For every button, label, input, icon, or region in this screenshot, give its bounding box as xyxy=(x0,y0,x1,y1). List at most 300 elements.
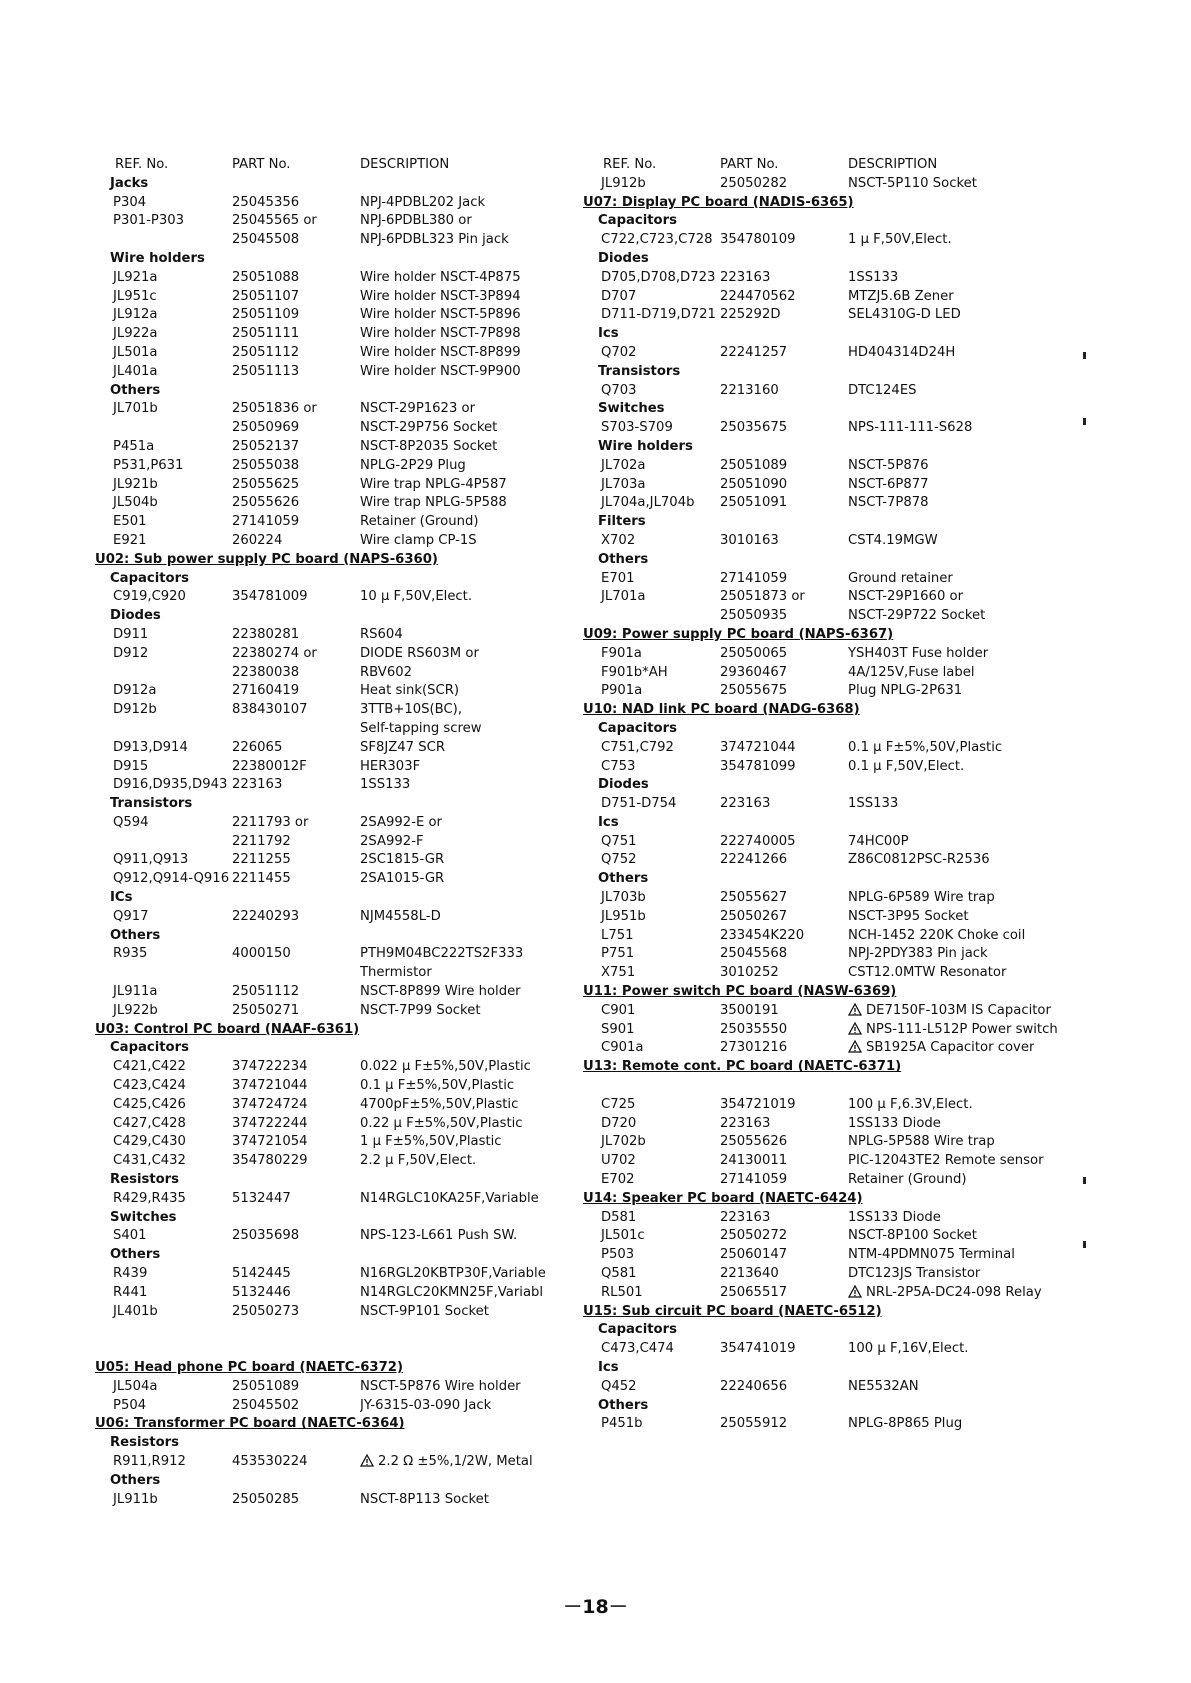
description: 1 μ F,50V,Elect. xyxy=(848,232,952,248)
ref-no: JL703b xyxy=(601,890,646,906)
ref-no: C431,C432 xyxy=(113,1153,186,1169)
description: Wire trap NPLG-5P588 xyxy=(360,495,507,511)
part-no: 25045502 xyxy=(232,1397,300,1413)
group-heading: Capacitors xyxy=(110,1040,189,1056)
part-row xyxy=(583,1246,1103,1265)
part-no xyxy=(232,964,360,983)
ref-no: P301-P303 xyxy=(113,213,185,229)
description: RS604 xyxy=(360,626,403,642)
description: Heat sink(SCR) xyxy=(360,683,460,699)
part-no: 25035550 xyxy=(720,1021,788,1037)
description: 0.1 μ F,50V,Elect. xyxy=(848,758,965,774)
part-row xyxy=(95,1002,575,1021)
part-row xyxy=(95,851,575,870)
description: N14RGLC20KMN25F,Variabl xyxy=(360,1284,544,1300)
part-no-header: PART No. xyxy=(232,157,291,172)
part-row xyxy=(583,175,1103,194)
part-no: 25050935 xyxy=(720,608,788,624)
description: Retainer (Ground) xyxy=(360,514,479,530)
ref-no xyxy=(95,964,232,983)
ref-no-header: REF. No. xyxy=(115,157,169,172)
part-row xyxy=(95,1133,575,1152)
part-no: 354780109 xyxy=(720,232,796,248)
description: NSCT-7P99 Socket xyxy=(360,1002,481,1018)
part-row xyxy=(95,664,575,683)
part-no: 4000150 xyxy=(232,946,291,962)
description xyxy=(848,1284,1103,1303)
part-row xyxy=(583,889,1103,908)
description-header: DESCRIPTION xyxy=(848,157,938,172)
board-section-heading: U09: Power supply PC board (NAPS-6367) xyxy=(583,626,894,642)
description: N16RGL20KBTP30F,Variable xyxy=(360,1266,546,1282)
part-row xyxy=(583,1378,1103,1397)
ref-no: C725 xyxy=(601,1096,636,1112)
description: 2SC1815-GR xyxy=(360,852,445,868)
group-heading: Capacitors xyxy=(598,213,677,229)
description: NTM-4PDMN075 Terminal xyxy=(848,1247,1015,1263)
description: 1SS133 Diode xyxy=(848,1209,941,1225)
description: HER303F xyxy=(360,758,421,774)
part-row xyxy=(583,1227,1103,1246)
description: 4A/125V,Fuse label xyxy=(848,664,975,680)
ref-no: JL703a xyxy=(601,476,646,492)
part-row xyxy=(583,1152,1103,1171)
part-row xyxy=(583,927,1103,946)
board-section-heading: U10: NAD link PC board (NADG-6368) xyxy=(583,702,860,718)
part-row xyxy=(95,400,575,419)
part-row xyxy=(583,833,1103,852)
part-no: 224470562 xyxy=(720,288,796,304)
part-row xyxy=(95,701,575,720)
ref-no: D705,D708,D723 xyxy=(601,269,716,285)
description: DTC124ES xyxy=(848,382,917,398)
group-heading: Transistors xyxy=(110,796,193,812)
description: Wire holder NSCT-4P875 xyxy=(360,269,521,285)
ref-no xyxy=(583,607,720,626)
part-row xyxy=(95,438,575,457)
group-heading: Capacitors xyxy=(110,570,189,586)
ref-no: C429,C430 xyxy=(113,1134,186,1150)
ref-no: C901a xyxy=(601,1040,644,1056)
part-row xyxy=(95,1378,575,1397)
part-row xyxy=(583,945,1103,964)
ref-no: D916,D935,D943 xyxy=(113,777,228,793)
group-heading: Others xyxy=(598,551,649,567)
description-text: DE7150F-103M IS Capacitor xyxy=(866,1002,1051,1018)
ref-no: D915 xyxy=(113,758,149,774)
ref-no: Q594 xyxy=(113,814,149,830)
part-no: 2211792 xyxy=(232,833,291,849)
part-row xyxy=(583,532,1103,551)
part-no: 2211255 xyxy=(232,852,291,868)
part-no: 374721044 xyxy=(232,1078,308,1094)
description xyxy=(848,1002,1103,1021)
description: DIODE RS603M or xyxy=(360,645,479,661)
part-no: 222740005 xyxy=(720,833,796,849)
description-text: NRL-2P5A-DC24-098 Relay xyxy=(866,1284,1042,1300)
description: 2SA1015-GR xyxy=(360,871,445,887)
part-no: 25051089 xyxy=(232,1378,300,1394)
description: NSCT-29P1623 or xyxy=(360,401,476,417)
part-row xyxy=(583,1002,1103,1021)
description: NSCT-8P2035 Socket xyxy=(360,438,498,454)
part-no: 2213640 xyxy=(720,1266,779,1282)
part-no: 25045508 xyxy=(232,232,300,248)
description: NPLG-2P29 Plug xyxy=(360,457,466,473)
part-row xyxy=(95,833,575,852)
part-row xyxy=(583,231,1103,250)
ref-no: C425,C426 xyxy=(113,1096,186,1112)
ref-no: E921 xyxy=(113,532,147,548)
ref-no: D912b xyxy=(113,702,157,718)
part-row xyxy=(95,494,575,513)
ref-no xyxy=(95,231,232,250)
part-no: 25050272 xyxy=(720,1228,788,1244)
board-section-heading: U07: Display PC board (NADIS-6365) xyxy=(583,194,854,210)
ref-no: JL701a xyxy=(601,589,646,605)
ref-no: JL504b xyxy=(113,495,158,511)
description: 10 μ F,50V,Elect. xyxy=(360,589,473,605)
part-row xyxy=(583,1171,1103,1190)
description: NSCT-5P876 Wire holder xyxy=(360,1378,521,1394)
description: Self-tapping screw xyxy=(360,720,482,736)
part-row xyxy=(583,758,1103,777)
description: NSCT-5P876 xyxy=(848,457,929,473)
description: Wire holder NSCT-9P900 xyxy=(360,363,521,379)
description: 0.022 μ F±5%,50V,Plastic xyxy=(360,1059,531,1075)
part-no: 223163 xyxy=(720,1115,771,1131)
part-no: 223163 xyxy=(232,777,283,793)
description: RBV602 xyxy=(360,664,412,680)
description: NPLG-6P589 Wire trap xyxy=(848,890,995,906)
part-no: 226065 xyxy=(232,739,283,755)
part-no: 2213160 xyxy=(720,382,779,398)
part-row xyxy=(583,1096,1103,1115)
description: 1 μ F±5%,50V,Plastic xyxy=(360,1134,502,1150)
description: PIC-12043TE2 Remote sensor xyxy=(848,1153,1044,1169)
part-no-header: PART No. xyxy=(720,157,779,172)
ref-no xyxy=(95,419,232,438)
part-no: 25045565 or xyxy=(232,213,317,229)
part-no: 25055038 xyxy=(232,457,300,473)
ref-no: R935 xyxy=(113,946,148,962)
description: NCH-1452 220K Choke coil xyxy=(848,927,1026,943)
ref-no: JL501c xyxy=(601,1228,645,1244)
part-no: 22380274 or xyxy=(232,645,317,661)
ref-no: R441 xyxy=(113,1284,148,1300)
part-row xyxy=(583,419,1103,438)
description: DTC123JS Transistor xyxy=(848,1266,981,1282)
ref-no: JL912b xyxy=(601,175,646,191)
description: NPJ-4PDBL202 Jack xyxy=(360,194,486,210)
safety-warning-icon xyxy=(360,1453,378,1472)
part-no: 374721044 xyxy=(720,739,796,755)
part-no: 354781099 xyxy=(720,758,796,774)
ref-no: Q751 xyxy=(601,833,637,849)
part-no: 25051836 or xyxy=(232,401,317,417)
part-no: 25051112 xyxy=(232,984,300,1000)
part-row xyxy=(583,1340,1103,1359)
part-no: 27301216 xyxy=(720,1040,788,1056)
part-no: 27141059 xyxy=(232,514,300,530)
ref-no: D912 xyxy=(113,645,149,661)
part-row xyxy=(583,570,1103,589)
part-row xyxy=(95,325,575,344)
part-no: 374721054 xyxy=(232,1134,308,1150)
description-header: DESCRIPTION xyxy=(360,157,450,172)
ref-no: Q581 xyxy=(601,1266,637,1282)
description: Thermistor xyxy=(360,965,432,981)
description: 0.1 μ F±5%,50V,Plastic xyxy=(360,1078,515,1094)
part-no: 354721019 xyxy=(720,1096,796,1112)
part-row xyxy=(583,1209,1103,1228)
part-row xyxy=(583,851,1103,870)
ref-no: C919,C920 xyxy=(113,589,186,605)
ref-no: D913,D914 xyxy=(113,739,188,755)
part-row xyxy=(95,363,575,382)
part-no: 25055675 xyxy=(720,683,788,699)
part-no: 3010252 xyxy=(720,965,779,981)
scan-mark xyxy=(1083,1177,1086,1184)
part-row xyxy=(95,720,575,739)
part-no: 22241257 xyxy=(720,344,788,360)
description: NSCT-8P113 Socket xyxy=(360,1491,489,1507)
description xyxy=(848,1039,1103,1058)
part-no: 25050285 xyxy=(232,1491,300,1507)
group-heading: Others xyxy=(110,927,161,943)
part-row xyxy=(583,288,1103,307)
description: NSCT-8P899 Wire holder xyxy=(360,984,521,1000)
ref-no: JL911a xyxy=(113,984,158,1000)
description-text: NPS-111-L512P Power switch xyxy=(866,1021,1058,1037)
part-row xyxy=(95,1077,575,1096)
part-no: 260224 xyxy=(232,532,283,548)
ref-no: C753 xyxy=(601,758,636,774)
description: NPS-123-L661 Push SW. xyxy=(360,1228,518,1244)
board-section-heading: U03: Control PC board (NAAF-6361) xyxy=(95,1021,360,1037)
part-no: 25050282 xyxy=(720,175,788,191)
part-no: 27160419 xyxy=(232,683,300,699)
part-row xyxy=(95,1491,575,1510)
ref-no: D911 xyxy=(113,626,149,642)
ref-no: JL702b xyxy=(601,1134,646,1150)
group-heading: Resistors xyxy=(110,1435,180,1451)
description: YSH403T Fuse holder xyxy=(848,645,989,661)
part-row xyxy=(95,1303,575,1322)
ref-no: C473,C474 xyxy=(601,1341,674,1357)
part-row xyxy=(95,758,575,777)
ref-no: R429,R435 xyxy=(113,1190,186,1206)
ref-no: P504 xyxy=(113,1397,147,1413)
group-heading: Ics xyxy=(598,326,619,342)
description: 1SS133 xyxy=(360,777,411,793)
ref-no: D912a xyxy=(113,683,157,699)
description: NPJ-2PDY383 Pin jack xyxy=(848,946,988,962)
description: 2SA992-E or xyxy=(360,814,442,830)
part-row xyxy=(95,212,575,231)
part-row xyxy=(583,457,1103,476)
ref-no: JL401a xyxy=(113,363,158,379)
part-row xyxy=(583,588,1103,607)
part-no: 25051089 xyxy=(720,457,788,473)
ref-no: D711-D719,D721 xyxy=(601,307,716,323)
description: NJM4558L-D xyxy=(360,908,441,924)
part-no: 838430107 xyxy=(232,702,308,718)
description: NSCT-5P110 Socket xyxy=(848,175,977,191)
part-row xyxy=(95,457,575,476)
group-heading: Ics xyxy=(598,1360,619,1375)
part-row xyxy=(95,1453,575,1472)
part-row xyxy=(95,814,575,833)
part-row xyxy=(95,1152,575,1171)
ref-no: JL702a xyxy=(601,457,646,473)
spacer xyxy=(95,1321,575,1340)
ref-no: JL921b xyxy=(113,476,158,492)
ref-no: P451b xyxy=(601,1416,643,1432)
description: NSCT-3P95 Socket xyxy=(848,908,969,924)
part-row xyxy=(95,1190,575,1209)
ref-no: Q452 xyxy=(601,1378,637,1394)
ref-no-header: REF. No. xyxy=(603,157,657,172)
part-row xyxy=(583,645,1103,664)
part-no: 25035675 xyxy=(720,420,788,436)
part-no: 354781009 xyxy=(232,589,308,605)
part-row xyxy=(583,269,1103,288)
ref-no: RL501 xyxy=(601,1284,643,1300)
group-heading: Others xyxy=(598,871,649,887)
part-no: 25052137 xyxy=(232,438,300,454)
ref-no xyxy=(95,664,232,683)
part-row xyxy=(95,288,575,307)
ref-no: P901a xyxy=(601,683,643,699)
group-heading: Wire holders xyxy=(110,250,205,266)
part-no: 25050969 xyxy=(232,420,300,436)
part-no: 25050273 xyxy=(232,1303,300,1319)
part-row xyxy=(95,269,575,288)
part-row xyxy=(583,1039,1103,1058)
part-row xyxy=(95,419,575,438)
ref-no: JL501a xyxy=(113,344,158,360)
description: NE5532AN xyxy=(848,1378,919,1394)
part-row xyxy=(95,870,575,889)
part-no xyxy=(232,720,360,739)
description: Wire holder NSCT-8P899 xyxy=(360,344,521,360)
group-heading: Jacks xyxy=(110,175,149,191)
ref-no: JL912a xyxy=(113,307,158,323)
part-no: 27141059 xyxy=(720,570,788,586)
ref-no: L751 xyxy=(601,927,634,943)
board-section-heading: U14: Speaker PC board (NAETC-6424) xyxy=(583,1190,863,1206)
part-row xyxy=(95,1265,575,1284)
part-no: 25055626 xyxy=(720,1134,788,1150)
description: NSCT-29P722 Socket xyxy=(848,608,986,624)
part-no: 374724724 xyxy=(232,1096,308,1112)
part-row xyxy=(95,513,575,532)
safety-warning-icon xyxy=(848,1021,866,1040)
scan-mark xyxy=(1083,418,1086,425)
description: SEL4310G-D LED xyxy=(848,307,961,323)
ref-no: JL911b xyxy=(113,1491,158,1507)
description: N14RGLC10KA25F,Variable xyxy=(360,1190,539,1206)
description: Wire clamp CP-1S xyxy=(360,532,477,548)
part-no: 374722244 xyxy=(232,1115,308,1131)
description: 100 μ F,16V,Elect. xyxy=(848,1341,969,1357)
part-row xyxy=(583,1265,1103,1284)
column-header-row xyxy=(583,156,1103,175)
part-no: 374722234 xyxy=(232,1059,308,1075)
part-no: 25050267 xyxy=(720,908,788,924)
part-no: 25051088 xyxy=(232,269,300,285)
ref-no: JL951c xyxy=(113,288,157,304)
part-row xyxy=(583,1415,1103,1434)
description: Z86C0812PSC-R2536 xyxy=(848,852,990,868)
description xyxy=(360,1453,575,1472)
ref-no: P304 xyxy=(113,194,147,210)
description: NPS-111-111-S628 xyxy=(848,420,973,436)
part-row xyxy=(583,664,1103,683)
description: CST4.19MGW xyxy=(848,532,938,548)
part-no: 24130011 xyxy=(720,1153,788,1169)
ref-no: R439 xyxy=(113,1266,148,1282)
column-header-row xyxy=(95,156,575,175)
ref-no: P531,P631 xyxy=(113,457,184,473)
board-section-heading: U13: Remote cont. PC board (NAETC-6371) xyxy=(583,1059,902,1075)
left-parts-column xyxy=(95,156,575,1509)
part-no: 25055625 xyxy=(232,476,300,492)
group-heading: Capacitors xyxy=(598,720,677,736)
part-no: 25055627 xyxy=(720,890,788,906)
description: 74HC00P xyxy=(848,833,909,849)
group-heading: ICs xyxy=(110,890,133,906)
part-row xyxy=(583,1115,1103,1134)
group-heading: Wire holders xyxy=(598,438,693,454)
ref-no: S401 xyxy=(113,1228,147,1244)
part-row xyxy=(583,739,1103,758)
part-row xyxy=(95,231,575,250)
part-row xyxy=(583,344,1103,363)
ref-no xyxy=(95,833,232,852)
ref-no: C427,C428 xyxy=(113,1115,186,1131)
ref-no: S901 xyxy=(601,1021,635,1037)
scan-mark xyxy=(1083,352,1086,359)
group-heading: Others xyxy=(110,1472,161,1488)
description: NSCT-29P1660 or xyxy=(848,589,964,605)
ref-no: Q752 xyxy=(601,852,637,868)
ref-no: JL922a xyxy=(113,326,158,342)
part-row xyxy=(95,1227,575,1246)
description-text: 2.2 Ω ±5%,1/2W, Metal xyxy=(378,1453,533,1469)
description: Retainer (Ground) xyxy=(848,1172,967,1188)
part-row xyxy=(95,1397,575,1416)
part-row xyxy=(583,908,1103,927)
part-no: 5142445 xyxy=(232,1266,291,1282)
part-no: 25051091 xyxy=(720,495,788,511)
ref-no: E501 xyxy=(113,514,147,530)
spacer xyxy=(95,1340,575,1359)
part-no: 25050271 xyxy=(232,1002,300,1018)
ref-no: JL401b xyxy=(113,1303,158,1319)
description: 1SS133 xyxy=(848,796,899,812)
part-no: 5132447 xyxy=(232,1190,291,1206)
part-row xyxy=(95,1284,575,1303)
part-row xyxy=(583,382,1103,401)
part-no: 354780229 xyxy=(232,1153,308,1169)
description: Plug NPLG-2P631 xyxy=(848,683,963,699)
part-no: 453530224 xyxy=(232,1453,308,1469)
description: NPJ-6PDBL380 or xyxy=(360,213,472,229)
ref-no: C901 xyxy=(601,1002,636,1018)
group-heading: Capacitors xyxy=(598,1322,677,1338)
